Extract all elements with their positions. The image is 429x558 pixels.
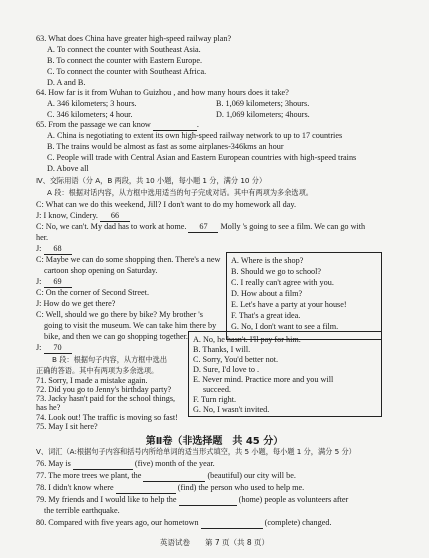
dialog-line-14: J: 70	[36, 342, 72, 354]
q64-stem: 64. How far is it from Wuhan to Guizhou , and how many hours does it take?	[36, 88, 289, 97]
question-76: 76. May is (five) month of the year.	[36, 459, 215, 468]
q64-option-c: C. 346 kilometers; 4 hour.	[47, 110, 133, 119]
q64-option-a: A. 346 kilometers; 3 hours.	[47, 99, 137, 108]
dialog-line-11: C: Well, should we go there by bike? My brother 's	[36, 310, 203, 319]
box-a-option-d: D. How about a film?	[231, 289, 303, 298]
q63-option-b: B. To connect the counter with Eastern Europe.	[47, 56, 203, 65]
question-77: 77. The more trees we plant, the (beautiful) our city will be.	[36, 471, 296, 480]
q65-option-b: B. The trains would be almost as fast as some airplanes-346kms an hour	[47, 142, 284, 151]
page-footer: 英语试卷 第 7 页（共 8 页）	[159, 538, 270, 547]
dialog-line-8: J: 69	[36, 276, 72, 288]
blank-66: 66	[100, 210, 130, 222]
blank-77	[143, 470, 205, 482]
blank-76	[73, 458, 133, 470]
blank-69: 69	[44, 276, 72, 288]
blank-67: 67	[188, 221, 218, 233]
box-b-option-g: G. No, I wasn't invited.	[193, 405, 270, 414]
options-box-a	[226, 252, 382, 340]
dialog-line-13: bike, and then we can go shopping together.	[44, 332, 188, 341]
dialog-line-4: her.	[36, 233, 49, 242]
blank-68: 68	[44, 243, 72, 255]
box-b-option-d: D. Sure, I'd love to .	[193, 365, 260, 374]
q64-option-b: B. 1,069 kilometers; 3hours.	[216, 99, 310, 108]
box-b-option-b: B. Thanks, I will.	[193, 345, 251, 354]
dialog-line-2: J: I know, Cindery. 66	[36, 210, 130, 222]
section4-part-a-instruction: A 段：根据对话内容，从方框中选用适当的句子完成对话。其中有两项为多余选项。	[47, 188, 313, 197]
q65-option-a: A. China is negotiating to extent its own high-speed railway network to up to 17 countries	[47, 131, 343, 140]
q63-option-c: C. To connect the counter with Southeast Africa.	[47, 67, 207, 76]
box-b-option-c: C. Sorry, You'd better not.	[193, 355, 279, 364]
blank-79	[179, 494, 237, 506]
box-b-option-f: F. Turn right.	[193, 395, 237, 404]
box-a-option-g: G. No, I don't want to see a film.	[231, 322, 339, 331]
q64-option-d: D. 1,069 kilometers; 4hours.	[216, 110, 310, 119]
question-80: 80. Compared with five years ago, our hometown (complete) changed.	[36, 518, 332, 527]
options-box-b	[188, 331, 382, 417]
blank-78	[116, 482, 176, 494]
question-73-cont: has he?	[36, 403, 61, 412]
blank-80	[201, 517, 263, 529]
part-b-instruction-2: 正确的答语。其中有两项为多余选项。	[36, 366, 159, 375]
q65-option-d: D. Above all	[47, 164, 89, 173]
box-a-option-b: B. Should we go to school?	[231, 267, 322, 276]
dialog-line-6: C: Maybe we can do some shopping then. There's a new	[36, 255, 221, 264]
q65-stem: 65. From the passage we can know .	[36, 120, 199, 129]
question-72: 72. Did you go to Jenny's birthday party?	[36, 385, 172, 394]
question-75: 75. May I sit here?	[36, 422, 98, 431]
blank-70: 70	[44, 342, 72, 354]
part2-title: 第Ⅱ卷（非选择题 共 45 分）	[145, 436, 284, 447]
box-a-option-e: E. Let's have a party at your house!	[231, 300, 347, 309]
question-71: 71. Sorry, I made a mistake again.	[36, 376, 148, 385]
box-a-option-c: C. I really can't agree with you.	[231, 278, 334, 287]
box-a-option-a: A. Where is the shop?	[231, 256, 304, 265]
q63-option-a: A. To connect the counter with Southeast Asia.	[47, 45, 201, 54]
box-b-option-e: E. Never mind. Practice more and you will	[193, 375, 334, 384]
box-b-option-e-cont: succeed.	[203, 385, 231, 394]
dialog-line-1: C: What can we do this weekend, Jill? I don't want to do my homework all day.	[36, 200, 297, 209]
part-b-instruction-1: B 段：根据句子内容，从方框中选出	[52, 355, 168, 364]
dialog-line-12: going to visit the museum. We can take him there by	[44, 321, 217, 330]
q65-option-c: C. People will trade with Central Asian and Eastern European countries with high-speed trains	[47, 153, 357, 162]
q63-stem: 63. What does China have greater high-speed railway plan?	[36, 34, 232, 43]
question-74: 74. Look out! The traffic is moving so fast!	[36, 413, 178, 422]
question-79: 79. My friends and I would like to help the (home) people as volunteers after	[36, 495, 349, 504]
dialog-line-5: J: 68	[36, 243, 72, 255]
box-a-option-f: F. That's a great idea.	[231, 311, 301, 320]
question-79-cont: the terrible earthquake.	[44, 506, 120, 515]
section5-title: Ⅴ、词汇（A:根据句子内容和括号内所给单词的适当形式填空，共 5 小题，每小题 1 分，满分 5 分）	[36, 447, 356, 456]
question-73: 73. Jacky hasn't paid for the school things,	[36, 394, 176, 403]
question-78: 78. I didn't know where (find) the person who used to help me.	[36, 483, 305, 492]
section4-title: Ⅳ、交际用语（分 A，B 两段，共 10 小题，每小题 1 分，满分 10 分）	[36, 176, 267, 185]
dialog-line-7: cartoon shop opening on Saturday.	[44, 266, 158, 275]
dialog-line-9: C: On the corner of Second Street.	[36, 288, 150, 297]
box-b-option-a: A. No, he hasn't. I'll pay for him.	[193, 335, 301, 344]
dialog-line-3: C: No, we can't. My dad has to work at home. 67 Molly 's going to see a film. We can go with	[36, 222, 366, 231]
q63-option-d: D. A and B.	[47, 78, 86, 87]
dialog-line-10: J: How do we get there?	[36, 299, 116, 308]
